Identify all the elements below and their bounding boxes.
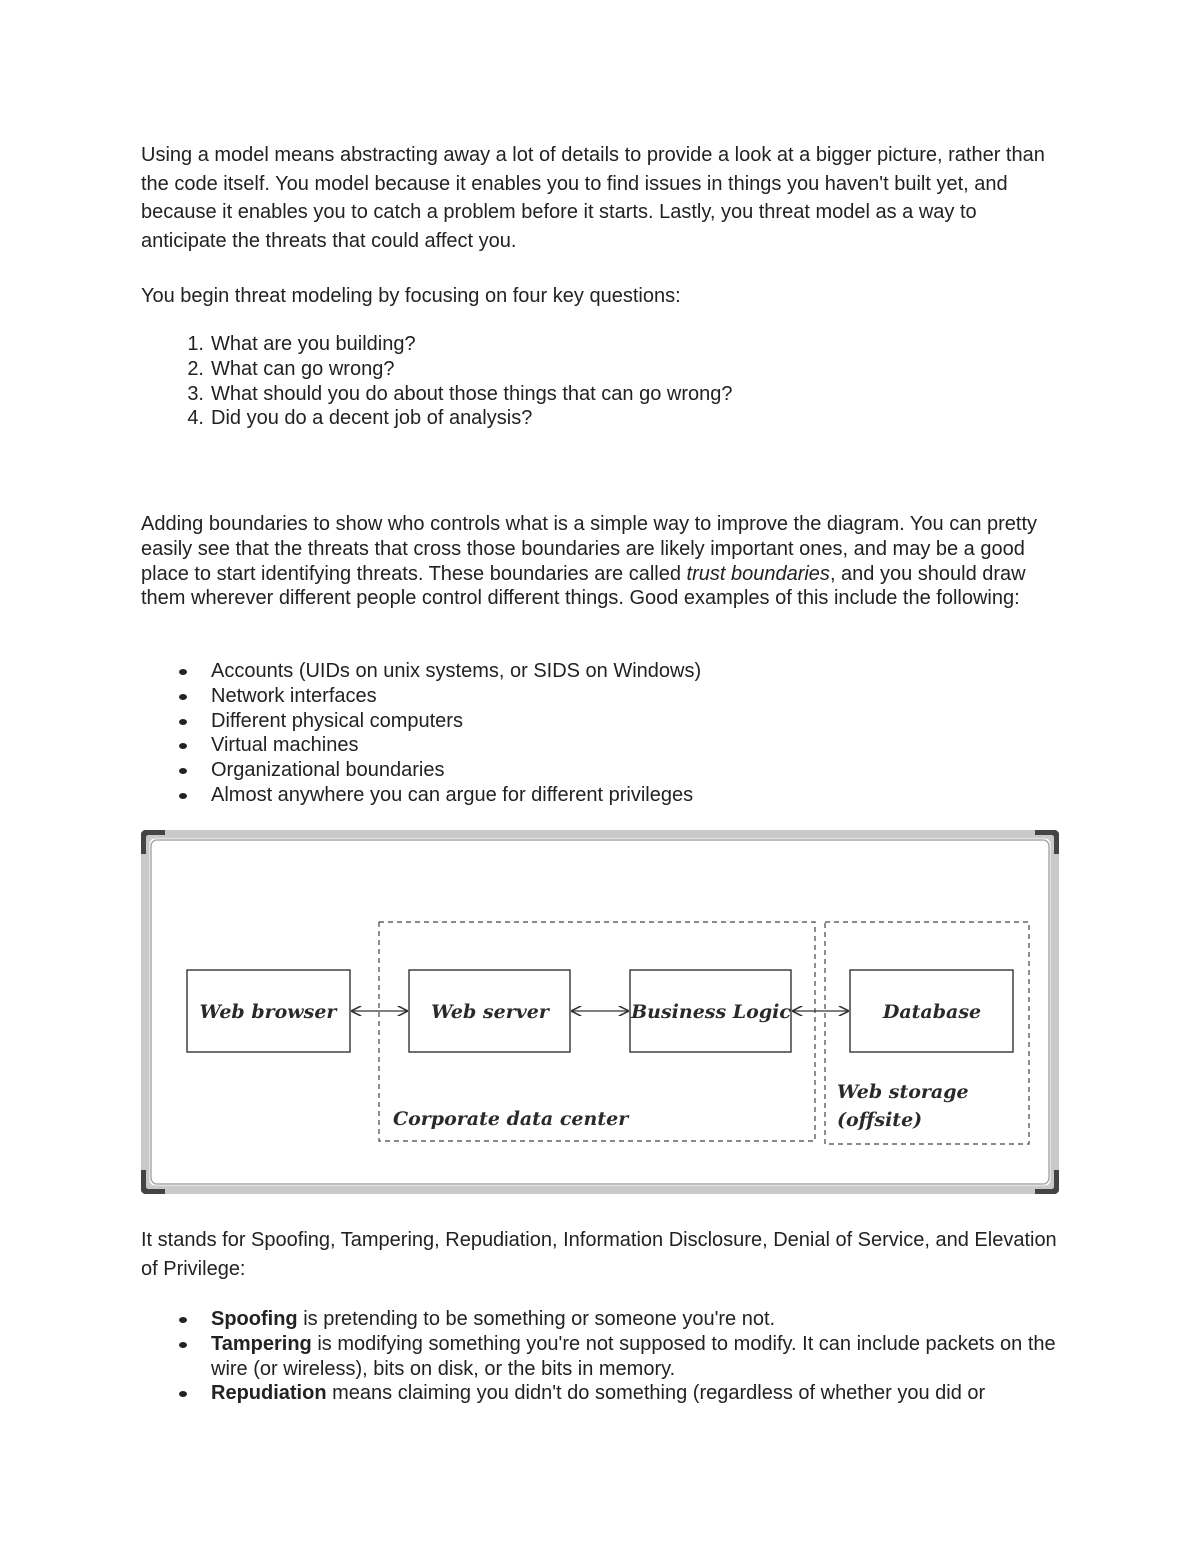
bullet-icon xyxy=(179,669,187,675)
node-label: Web browser xyxy=(199,1001,337,1023)
list-item xyxy=(141,406,1066,431)
bullet-icon xyxy=(179,793,187,799)
node-label: Web server xyxy=(431,1001,549,1023)
bullet-icon xyxy=(179,768,187,774)
list-item-text: Network interfaces xyxy=(211,684,377,707)
list-item xyxy=(141,783,1066,808)
stride-description: means claiming you didn't do something (regardless of whether you did or xyxy=(326,1382,986,1405)
diagram-svg xyxy=(141,830,1059,1194)
trust-boundaries-emphasis: trust boundaries xyxy=(686,562,830,585)
list-item xyxy=(141,709,1066,734)
stride-paragraph: It stands for Spoofing, Tampering, Repudiation, Information Disclosure, Denial of Service, and Elevation of Privilege: xyxy=(141,1229,1057,1280)
list-number: 2. xyxy=(187,357,204,380)
questions-list xyxy=(141,332,1066,431)
list-item xyxy=(141,1332,1066,1382)
list-item-text: Did you do a decent job of analysis? xyxy=(211,407,533,430)
questions-lead: You begin threat modeling by focusing on four key questions: xyxy=(141,285,681,307)
node-label: Business Logic xyxy=(631,1001,791,1023)
bullet-icon xyxy=(179,1391,187,1397)
stride-term: Tampering xyxy=(211,1332,312,1355)
list-item-text: Different physical computers xyxy=(211,709,463,732)
boundaries-paragraph xyxy=(141,512,1066,611)
list-number: 3. xyxy=(187,382,204,405)
stride-description: is pretending to be something or someone you're not. xyxy=(297,1308,776,1330)
stride-term: Repudiation xyxy=(211,1382,327,1405)
zone-label-offsite-line2: (offsite) xyxy=(837,1109,923,1131)
boundaries-text-before: Adding boundaries to show who controls what is a simple way to improve the diagram. You can pretty easily see that the threats that cross those boundaries are likely important ones, and may be a good place to start identifying threats. These boundaries are called xyxy=(141,513,1038,585)
stride-description: is modifying something you're not supposed to modify. It can include packets on the wire (or wireless), bits on disk, or the bits in memory. xyxy=(211,1332,1056,1380)
list-item xyxy=(141,1381,1066,1406)
list-item-text: What should you do about those things that can go wrong? xyxy=(211,382,733,405)
list-item xyxy=(141,357,1066,382)
stride-term: Spoofing xyxy=(211,1308,298,1330)
boundaries-list xyxy=(141,659,1066,808)
list-item xyxy=(141,659,1066,684)
trust-boundary-diagram xyxy=(141,830,1059,1194)
list-item-text: Accounts (UIDs on unix systems, or SIDS on Windows) xyxy=(211,660,702,682)
zone-label-offsite-line1: Web storage xyxy=(837,1081,969,1103)
bullet-icon xyxy=(179,1317,187,1323)
list-item-text: What are you building? xyxy=(211,333,416,355)
bullet-icon xyxy=(179,694,187,700)
list-item xyxy=(141,382,1066,407)
zone-label-corporate: Corporate data center xyxy=(393,1108,629,1130)
boundaries-text-after: , and you should draw them wherever different people control different things. Good examples of this include the following: xyxy=(141,562,1026,610)
list-item xyxy=(141,1307,1066,1332)
list-item-text: Almost anywhere you can argue for different privileges xyxy=(211,783,694,806)
bullet-icon xyxy=(179,1342,187,1348)
list-item xyxy=(141,758,1066,783)
list-item xyxy=(141,684,1066,709)
list-number: 4. xyxy=(187,407,204,430)
intro-paragraph: Using a model means abstracting away a lot of details to provide a look at a bigger picture, rather than the code itself. You model because it enables you to find issues in things you haven't built yet, and because it enables you to catch a problem before it starts. Lastly, you threat model as a way to anticipate the threats that could affect you. xyxy=(141,144,1045,252)
list-number: 1. xyxy=(187,333,204,355)
list-item xyxy=(141,733,1066,758)
bullet-icon xyxy=(179,719,187,725)
node-label: Database xyxy=(882,1001,982,1023)
list-item-text: What can go wrong? xyxy=(211,357,395,380)
bullet-icon xyxy=(179,743,187,749)
list-item xyxy=(141,332,1066,357)
list-item-text: Organizational boundaries xyxy=(211,759,445,782)
stride-list xyxy=(141,1307,1066,1406)
list-item-text: Virtual machines xyxy=(211,734,359,757)
